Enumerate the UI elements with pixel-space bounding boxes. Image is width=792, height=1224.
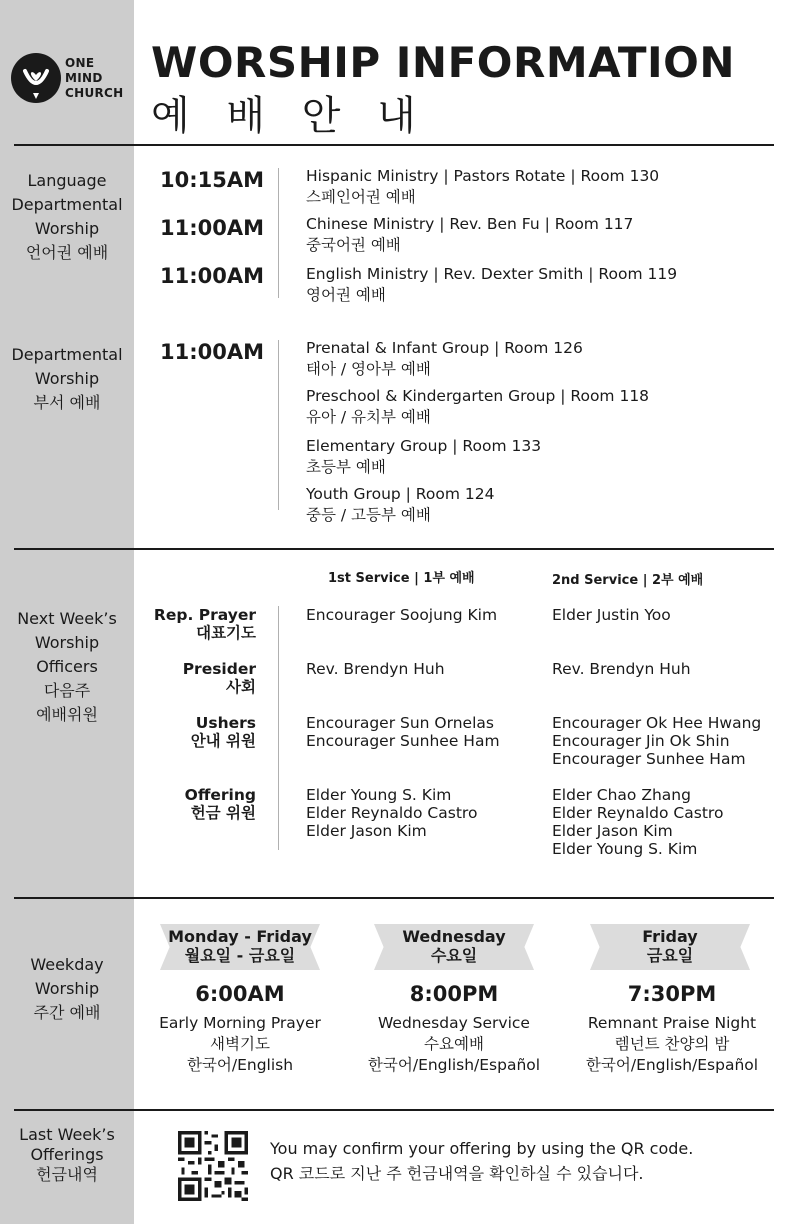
service-name-korean: 렘넌트 찬양의 밤 [614,1035,730,1053]
service-language: 한국어/English/Español [367,1056,541,1074]
ministry-entry [306,214,633,256]
divider [14,1109,774,1111]
section-label-offerings [0,1125,134,1185]
label-line: Worship [34,979,100,998]
label-line: Worship [34,369,100,388]
section-label-departmental-worship [0,343,134,415]
label-line: 언어권 예배 [25,243,109,262]
role-name-korean: 대표기도 [196,624,256,642]
role-rep-prayer [140,606,256,642]
label-line: 헌금내역 [36,1165,98,1184]
divider [14,548,774,550]
label-line: 부서 예배 [33,393,101,412]
ministry-name-korean: 영어권 예배 [306,286,386,304]
service1-officers [306,606,497,624]
label-line: Last Week’s [19,1125,115,1144]
column-divider [278,606,279,850]
ministry-name-korean: 중국어권 예배 [306,236,401,254]
role-ushers [140,714,256,750]
service2-officers [552,606,671,624]
role-name: Rep. Prayer [153,606,256,624]
day-label [590,927,750,965]
day-label [374,927,534,965]
day-name: Wednesday [402,927,506,946]
service-name: Remnant Praise Night [587,1014,757,1032]
officer-name: Elder Jason Kim [552,822,673,840]
role-offering [140,786,256,822]
role-name-korean: 안내 위원 [190,732,256,750]
officer-name: Rev. Brendyn Huh [306,660,445,678]
label-line: Departmental [11,195,123,214]
officer-name: Encourager Ok Hee Hwang [552,714,762,732]
group-entry [306,386,649,428]
column-divider [278,168,279,298]
role-name: Ushers [195,714,256,732]
group-name: Prenatal & Infant Group | Room 126 [306,339,583,357]
group-name-korean: 태아 / 영아부 예배 [306,360,431,378]
officer-name: Elder Chao Zhang [552,786,691,804]
service2-officers [552,786,723,858]
ministry-name: English Ministry | Rev. Dexter Smith | Room 119 [306,265,678,283]
label-line: 다음주 [43,681,91,700]
service1-officers [306,660,445,678]
role-name: Presider [182,660,256,678]
offering-text: You may confirm your offering by using the QR code. [270,1139,694,1158]
role-presider [140,660,256,696]
weekday-service-info [344,1013,564,1076]
service-name-korean: 새벽기도 [210,1035,270,1053]
column-divider [278,340,279,510]
service2-officers [552,714,761,768]
label-line: Language [27,171,107,190]
ministry-name: Chinese Ministry | Rev. Ben Fu | Room 117 [306,215,634,233]
divider [14,144,774,146]
label-line: Departmental [11,345,123,364]
offering-text-korean: QR 코드로 지난 주 헌금내역을 확인하실 수 있습니다. [270,1164,644,1183]
section-label-language-worship [0,169,134,265]
church-name: ONE MIND CHURCH [65,56,124,100]
service-time: 11:00AM [160,216,264,240]
ministry-name-korean: 스페인어권 예배 [306,188,416,206]
service-time: 11:00AM [160,340,264,364]
divider [14,897,774,899]
qr-code-icon[interactable] [178,1131,248,1201]
service1-officers [306,714,500,750]
service-name: Wednesday Service [378,1014,530,1032]
officer-name: Encourager Soojung Kim [306,606,498,624]
label-line: 예배위원 [36,705,98,724]
service2-officers [552,660,691,678]
weekday-time: 6:00AM [195,982,285,1006]
officer-name: Encourager Sun Ornelas [306,714,494,732]
label-line: Officers [36,657,98,676]
officer-name: Elder Young S. Kim [552,840,698,858]
group-name: Elementary Group | Room 133 [306,437,542,455]
label-line: Weekday [30,955,104,974]
officer-name: Elder Jason Kim [306,822,427,840]
group-name-korean: 초등부 예배 [306,458,386,476]
group-name-korean: 중등 / 고등부 예배 [306,506,431,524]
day-label [160,927,320,965]
label-line: Next Week’s [17,609,117,628]
group-name: Youth Group | Room 124 [306,485,495,503]
officer-name: Encourager Sunhee Ham [552,750,746,768]
role-name-korean: 헌금 위원 [190,804,256,822]
group-entry [306,484,494,526]
group-name: Preschool & Kindergarten Group | Room 118 [306,387,650,405]
service-language: 한국어/English [186,1056,294,1074]
weekday-time: 7:30PM [627,982,717,1006]
service-name-korean: 수요예배 [424,1035,484,1053]
day-name-korean: 수요일 [430,946,478,965]
group-name-korean: 유아 / 유치부 예배 [306,408,431,426]
label-line: Offerings [30,1145,104,1164]
service1-officers [306,786,477,840]
service-language: 한국어/English/Español [585,1056,759,1074]
officer-name: Elder Reynaldo Castro [552,804,724,822]
weekday-service-info [562,1013,782,1076]
day-name-korean: 월요일 - 금요일 [184,946,296,965]
day-name-korean: 금요일 [646,946,694,965]
group-entry [306,338,583,380]
group-entry [306,436,541,478]
service-time: 11:00AM [160,264,264,288]
day-name: Monday - Friday [168,927,312,946]
officer-name: Elder Young S. Kim [306,786,452,804]
label-line: Worship [34,219,100,238]
page-title: WORSHIP INFORMATION [151,38,735,87]
role-name: Offering [184,786,256,804]
service2-header: 2nd Service | 2부 예배 [552,573,704,588]
service-time: 10:15AM [160,168,264,192]
service1-header: 1st Service | 1부 예배 [328,571,475,586]
officer-name: Elder Justin Yoo [552,606,671,624]
weekday-time: 8:00PM [409,982,499,1006]
officer-name: Rev. Brendyn Huh [552,660,691,678]
officer-name: Elder Reynaldo Castro [306,804,478,822]
church-logo-icon [11,53,61,103]
day-name: Friday [642,927,698,946]
ministry-entry [306,166,659,208]
ministry-entry [306,264,677,306]
officer-name: Encourager Jin Ok Shin [552,732,730,750]
label-line: 주간 예배 [33,1003,101,1022]
offering-notice [270,1136,693,1186]
role-name-korean: 사회 [226,678,256,696]
officer-name: Encourager Sunhee Ham [306,732,500,750]
page-title-korean: 예 배 안 내 [151,93,428,139]
weekday-service-info [140,1013,340,1076]
service-name: Early Morning Prayer [159,1014,321,1032]
ministry-name: Hispanic Ministry | Pastors Rotate | Room 130 [306,167,660,185]
section-label-officers [0,607,134,727]
label-line: Worship [34,633,100,652]
section-label-weekday-worship [0,953,134,1025]
